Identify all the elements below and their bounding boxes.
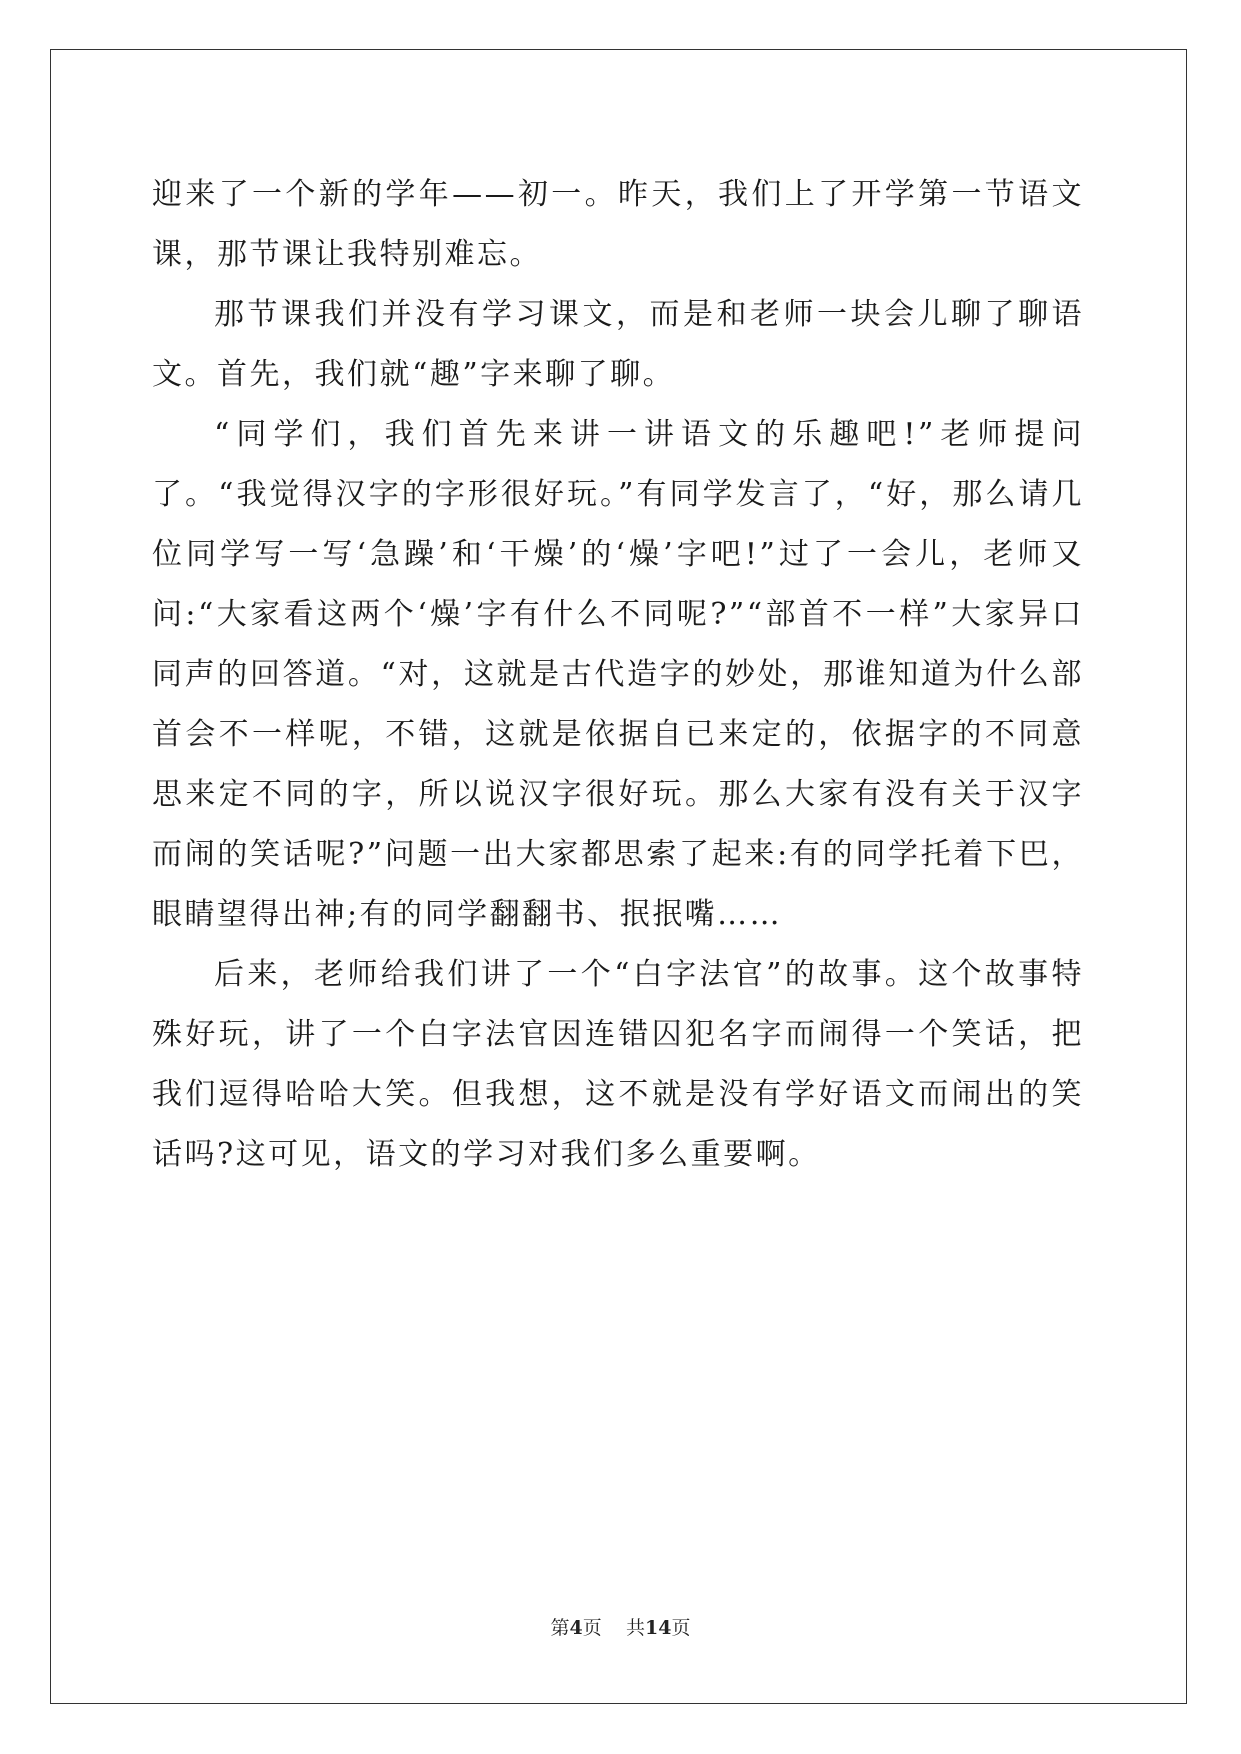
page-current: 4 — [569, 1617, 583, 1639]
page-total — [626, 1617, 690, 1639]
page-suffix: 页 — [582, 1617, 602, 1639]
page-number — [551, 1617, 602, 1639]
paragraph-2: 那节课我们并没有学习课文，而是和老师一块会儿聊了聊语文。首先，我们就“趣”字来聊了聊。 — [152, 297, 1084, 392]
paragraph-1: 迎来了一个新的学年——初一。昨天，我们上了开学第一节语文课，那节课让我特别难忘。 — [152, 177, 1084, 272]
paragraph-4: 后来，老师给我们讲了一个“白字法官”的故事。这个故事特殊好玩，讲了一个白字法官因连错囚犯名字而闹得一个笑话，把我们逗得哈哈大笑。但我想，这不就是没有学好语文而闹出的笑话吗?这可见，语文的学习对我们多么重要啊。 — [152, 957, 1084, 1172]
page-footer — [0, 1613, 1241, 1640]
total-count: 14 — [644, 1617, 672, 1639]
page-prefix: 第 — [550, 1617, 570, 1639]
total-suffix: 页 — [671, 1617, 691, 1639]
paragraph-3: “同学们，我们首先来讲一讲语文的乐趣吧!”老师提问了。“我觉得汉字的字形很好玩。”有同学发言了，“好，那么请几位同学写一写‘急躁’和‘干燥’的‘燥’字吧!”过了一会儿，老师又问:“大家看这两个‘燥’字有什么不同呢?”“部首不一样”大家异口同声的回答道。“对，这就是古代造字的妙处，那谁知道为什么部首会不一样呢，不错，这就是依据自已来定的，依据字的不同意思来定不同的字，所以说汉字很好玩。那么大家有没有关于汉字而闹的笑话呢?”问题一出大家都思索了起来:有的同学托着下巴，眼睛望得出神;有的同学翻翻书、抿抿嘴…… — [152, 417, 1084, 932]
document-body — [152, 165, 1084, 1185]
total-prefix: 共 — [625, 1617, 645, 1639]
